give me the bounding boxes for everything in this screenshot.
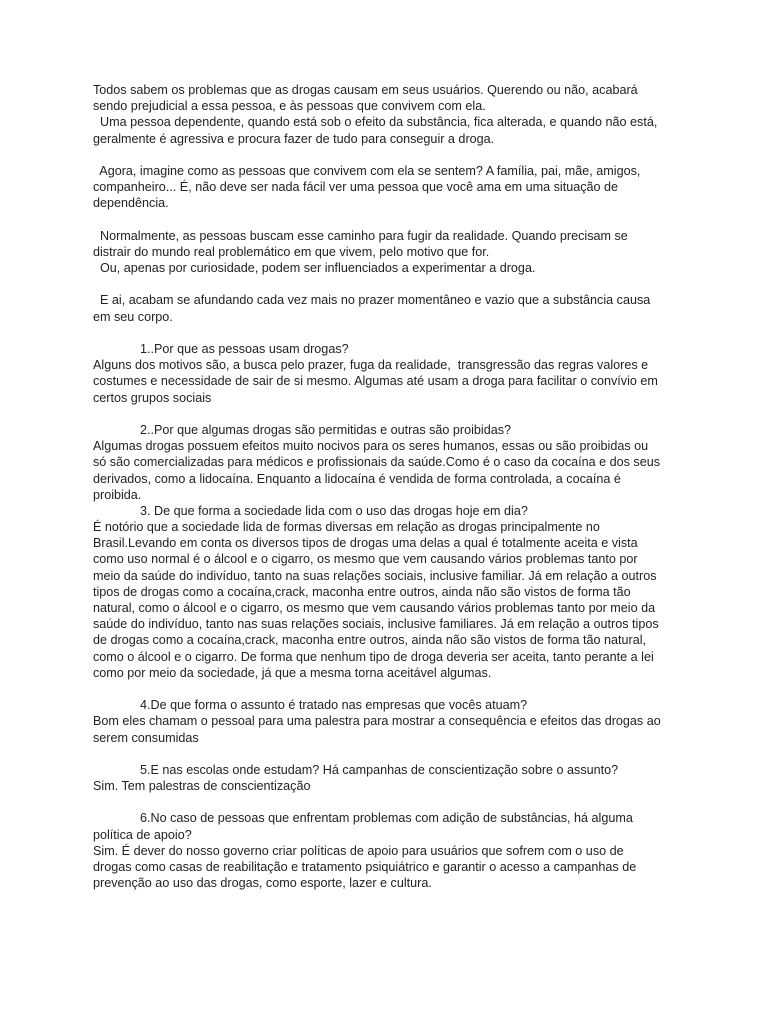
answer-text: Algumas drogas possuem efeitos muito nocivos para os seres humanos, essas ou são proibidas ou (93, 439, 649, 454)
qa-item-1 (93, 341, 683, 406)
answer-text: Sim. Tem palestras de conscientização (93, 779, 311, 794)
answer-text: serem consumidas (93, 730, 199, 745)
text-line: companheiro... É, não deve ser nada fácil ver uma pessoa que você ama em uma situação de (93, 180, 619, 195)
answer-text: como o álcool e o cigarro. De forma que nenhum tipo de droga deveria ser aceita, tanto perante a lei (93, 649, 654, 664)
intro-paragraph-4 (93, 292, 683, 324)
answer-text: Alguns dos motivos são, a busca pelo prazer, fuga da realidade, transgressão das regras valores e (93, 358, 649, 373)
intro-paragraph-1 (93, 82, 683, 147)
question-text: 5.E nas escolas onde estudam? Há campanhas de conscientização sobre o assunto? (140, 762, 619, 777)
answer-text: É notório que a sociedade lida de formas diversas em relação as drogas principalmente no (93, 520, 600, 535)
answer-text: certos grupos sociais (93, 390, 212, 405)
answer-text: tipos de drogas como a cocaína,crack, maconha entre outros, ainda não são vistos de forma tão (93, 584, 631, 599)
qa-item-4 (93, 697, 683, 746)
paragraph-spacer (93, 147, 683, 163)
text-line: E ai, acabam se afundando cada vez mais no prazer momentâneo e vazio que a substância causa (93, 293, 651, 308)
paragraph-spacer (93, 746, 683, 762)
question-text: política de apoio? (93, 827, 192, 842)
text-line: Ou, apenas por curiosidade, podem ser influenciados a experimentar a droga. (93, 261, 536, 276)
question-text: 2..Por que algumas drogas são permitidas e outras são proibidas? (140, 422, 512, 437)
qa-item-5 (93, 762, 683, 794)
question-text: 1..Por que as pessoas usam drogas? (140, 342, 349, 356)
answer-text: só são comercializadas para médicos e profissionais da saúde.Como é o caso da cocaína e dos seus (93, 455, 661, 470)
intro-paragraph-3 (93, 228, 683, 277)
qa-item-3 (93, 503, 683, 681)
question-text: 4.De que forma o assunto é tratado nas empresas que vocês atuam? (140, 698, 528, 713)
text-line: Uma pessoa dependente, quando está sob o efeito da substância, fica alterada, e quando não está, (93, 115, 658, 130)
question-text: 3. De que forma a sociedade lida com o uso das drogas hoje em dia? (140, 503, 528, 518)
qa-item-2 (93, 422, 683, 503)
paragraph-spacer (93, 276, 683, 292)
answer-text: Bom eles chamam o pessoal para uma palestra para mostrar a consequência e efeitos das drogas ao (93, 714, 661, 729)
qa-item-6 (93, 810, 683, 891)
text-line: distrair do mundo real problemático em que vivem, pelo motivo que for. (93, 244, 490, 259)
answer-text: prevenção ao uso das drogas, como esporte, lazer e cultura. (93, 876, 432, 891)
text-line: dependência. (93, 196, 169, 211)
answer-text: como uso normal é o álcool e o cigarro, os mesmo que vem causando vários problemas tanto por (93, 552, 638, 567)
answer-text: como por meio da sociedade, já que a mesma torna aceitável algumas. (93, 665, 492, 680)
intro-paragraph-2 (93, 163, 683, 212)
answer-text: saúde do indivíduo, tanto nas suas relações sociais, inclusive familiares. Já em relação a outros tipos (93, 617, 659, 632)
text-line: Todos sabem os problemas que as drogas causam em seus usuários. Querendo ou não, acabará (93, 83, 638, 97)
text-line: sendo prejudicial a essa pessoa, e às pessoas que convivem com ela. (93, 99, 486, 114)
paragraph-spacer (93, 212, 683, 228)
document-page (93, 82, 683, 891)
answer-text: derivados, como a lidocaína. Enquanto a lidocaína é vendida de forma controlada, a cocaína é (93, 471, 621, 486)
paragraph-spacer (93, 406, 683, 422)
text-line: geralmente é agressiva e procura fazer de tudo para conseguir a droga. (93, 131, 495, 146)
answer-text: Sim. É dever do nosso governo criar políticas de apoio para usuários que sofrem com o uso de (93, 843, 624, 858)
paragraph-spacer (93, 681, 683, 697)
text-line: Agora, imagine como as pessoas que convivem com ela se sentem? A família, pai, mãe, amigos, (93, 163, 641, 178)
paragraph-spacer (93, 325, 683, 341)
answer-text: drogas como casas de reabilitação e tratamento psiquiátrico e garantir o acesso a campanhas de (93, 860, 637, 874)
answer-text: meio da saúde do indivíduo, tanto na suas relações sociais, inclusive familiar. Já em relação a outros (93, 568, 657, 583)
answer-text: natural, como o álcool e o cigarro, os mesmo que vem causando vários problemas tanto por meio da (93, 601, 656, 615)
text-line: Normalmente, as pessoas buscam esse caminho para fugir da realidade. Quando precisam se (93, 228, 628, 243)
answer-text: Brasil.Levando em conta os diversos tipos de drogas uma delas a qual é totalmente aceita e vista (93, 536, 638, 551)
question-text: 6.No caso de pessoas que enfrentam problemas com adição de substâncias, há alguma (140, 811, 633, 826)
answer-text: de drogas como a cocaína,crack, maconha entre outros, ainda não são vistos de forma tão natural, (93, 633, 647, 648)
text-line: em seu corpo. (93, 309, 173, 324)
answer-text: costumes e necessidade de sair de si mesmo. Algumas até usam a droga para facilitar o convívio em (93, 374, 658, 389)
paragraph-spacer (93, 794, 683, 810)
answer-text: proibida. (93, 487, 142, 502)
